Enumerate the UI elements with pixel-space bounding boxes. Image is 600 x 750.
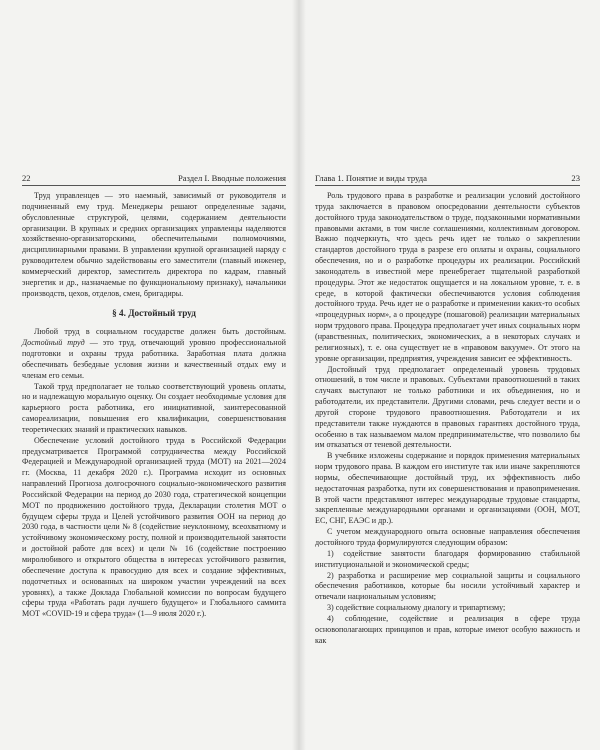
paragraph-programs: Обеспечение условий достойного труда в Российской Федерации предусматривается Программой сотрудничества между Российской Федерацией и Международной организацией труда (МОТ) на 2021—2024 гг. (Москва, 11 декабря 2020 г.). Программа исходит из основных направлений Прогноза долгосрочного социально-экономического развития Российской Федерации на период до 2030 года, стратегической концепции МОТ по продвижению достойного труда, Декларации столетия МОТ о будущем сферы труда и Целей устойчивого развития ООН на период до 2030 года, в частности цели № 8 (содействие неуклонному, всеохватному и устойчивому экономическому росту, полной и производительной занятости и достойной работе для всех) и цели № 16 (содействие построению миролюбивого и открытого общества в интересах устойчивого развития, обеспечение доступа к правосудию для всех и создание эффективных, подотчетных и основанных на широком участии учреждений на всех уровнях), а также Доклада Глобальной комиссии по вопросам будущего сферы труда «Работать ради лучшего будущего» и Глобального саммита МОТ «COVID-19 и сфера труда» (1—9 июля 2020 г.). <box>22 435 286 619</box>
paragraph-definition <box>22 327 286 381</box>
left-page <box>22 172 286 620</box>
right-page-number: 23 <box>571 173 580 183</box>
section-heading: § 4. Достойный труд <box>112 308 196 319</box>
paragraph-conditions: Такой труд предполагает не только соответствующий уровень оплаты, но и надлежащую моральную оценку. Он создает необходимые условия для карьерного роста работника, его инициативной, заинтересованной самореализации, повышения его квалификации, совершенствования теоретических знаний и практических навыков. <box>22 381 286 434</box>
right-running-title: Глава 1. Понятие и виды труда <box>315 173 427 183</box>
definition-term: Достойный труд <box>22 338 85 348</box>
left-page-header <box>22 172 286 186</box>
paragraph-state-role: Роль трудового права в разработке и реализации условий достойного труда заключается в правовом опосредовании деятельности субъектов достойного труда законодательством о труде, подзаконными нормативными правовыми актами, в том числе соглашениями, коллективным договором. Важно подчеркнуть, что здесь речь идет не только о закреплении стандартов достойного труда в разрезе его оплаты и охраны, социального обеспечения, но и о разработке процедуры их реализации. Российский законодатель в известной мере пренебрегает тщательной разработкой процедуры. Этот же недостаток ощущается и на локальном уровне, т. е. в среде, в которой фактически обеспечиваются условия соблюдения достойного труда. Речь идет не о разработке и применении каких-то особых «процедурных норм», а о процедуре (пошаговой) реализации материальных норм трудового права. Процедура предполагает учет иных социальных норм (нравственных, политических, экономических, а в некоторых случаях и религиозных), т. е. она существует не в «правовом вакууме». От этого на уровне организации, предприятия, учреждения зависит ее эффективность. <box>315 191 580 363</box>
paragraph-relations: Достойный труд предполагает определенный уровень трудовых отношений, в том числе и правовых. Субъектами правоотношений в таких случаях выступают не только работники и их объединения, но и работодатели, их представители. Другими словами, речь следует вести и о другой стороне трудового правоотношения. Работодатели и их представители также нуждаются в правовых гарантиях достойного труда, особенно в так называемом малом предпринимательстве, что позволило бы им отказаться от теневой деятельности. <box>315 364 580 450</box>
left-page-number: 22 <box>22 173 31 183</box>
left-page-body <box>22 191 286 620</box>
list-item: 2) разработка и расширение мер социальной защиты и социального обеспечения работников, которые бы носили устойчивый характер и отвечали национальным условиям; <box>315 570 580 602</box>
left-running-title: Раздел I. Вводные положения <box>177 173 286 183</box>
list-item: 4) соблюдение, содействие и реализация в сфере труда основополагающих принципов и прав, которые имеют особую важность и как <box>315 613 580 645</box>
right-page-header <box>315 172 580 186</box>
right-page-body <box>315 191 580 646</box>
right-page <box>315 172 580 646</box>
definition-rest: — это труд, отвечающий уровню профессиональной подготовки и охраны труда работника. Заработная плата должна обеспечивать безбедные условия жизни и качественный отдых ему и членам его семьи. <box>22 338 286 380</box>
paragraph-directions: С учетом международного опыта основные направления обеспечения достойного труда формулируются следующим образом: <box>315 527 580 547</box>
list-item: 1) содействие занятости благодаря формированию стабильной институциональной и экономической среды; <box>315 548 580 569</box>
paragraph-textbook: В учебнике изложены содержание и порядок применения материальных норм трудового права. В каждом его институте так или иначе закрепляются нормы, обеспечивающие достойный труд, их эффективность либо недостаточная разработка, пути их совершенствования и правоприменения. В этой части представляют интерес международные трудовые стандарты, закрепленные международными органами и организациями (ООН, МОТ, ЕС, СНГ, ЕАЭС и др.). <box>315 451 580 526</box>
paragraph-managers: Труд управленцев — это наемный, зависимый от руководителя и подчиненный ему труд. Менеджеры решают определенные задачи, обусловленные структурой, целями, содержанием деятельности организации. В крупных и средних организациях управленцы наделяются хозяйственно-организаторскими, обеспечительными полномочиями, дисциплинарными правами. В управлении крупной организацией наряду с руководителем обычно задействованы его заместители (главный инженер, коммерческий директор, заместитель директора по кадрам, главный энергетик и др., назначаемые по функциональному признаку), начальники производств, цехов, отделов, смен, бригадиры. <box>22 191 286 298</box>
list-item: 3) содействие социальному диалогу и трипартизму; <box>327 603 506 613</box>
book-gutter <box>292 0 306 750</box>
definition-lead: Любой труд в социальном государстве должен быть достойным. <box>34 327 286 337</box>
directions-list <box>315 549 580 647</box>
